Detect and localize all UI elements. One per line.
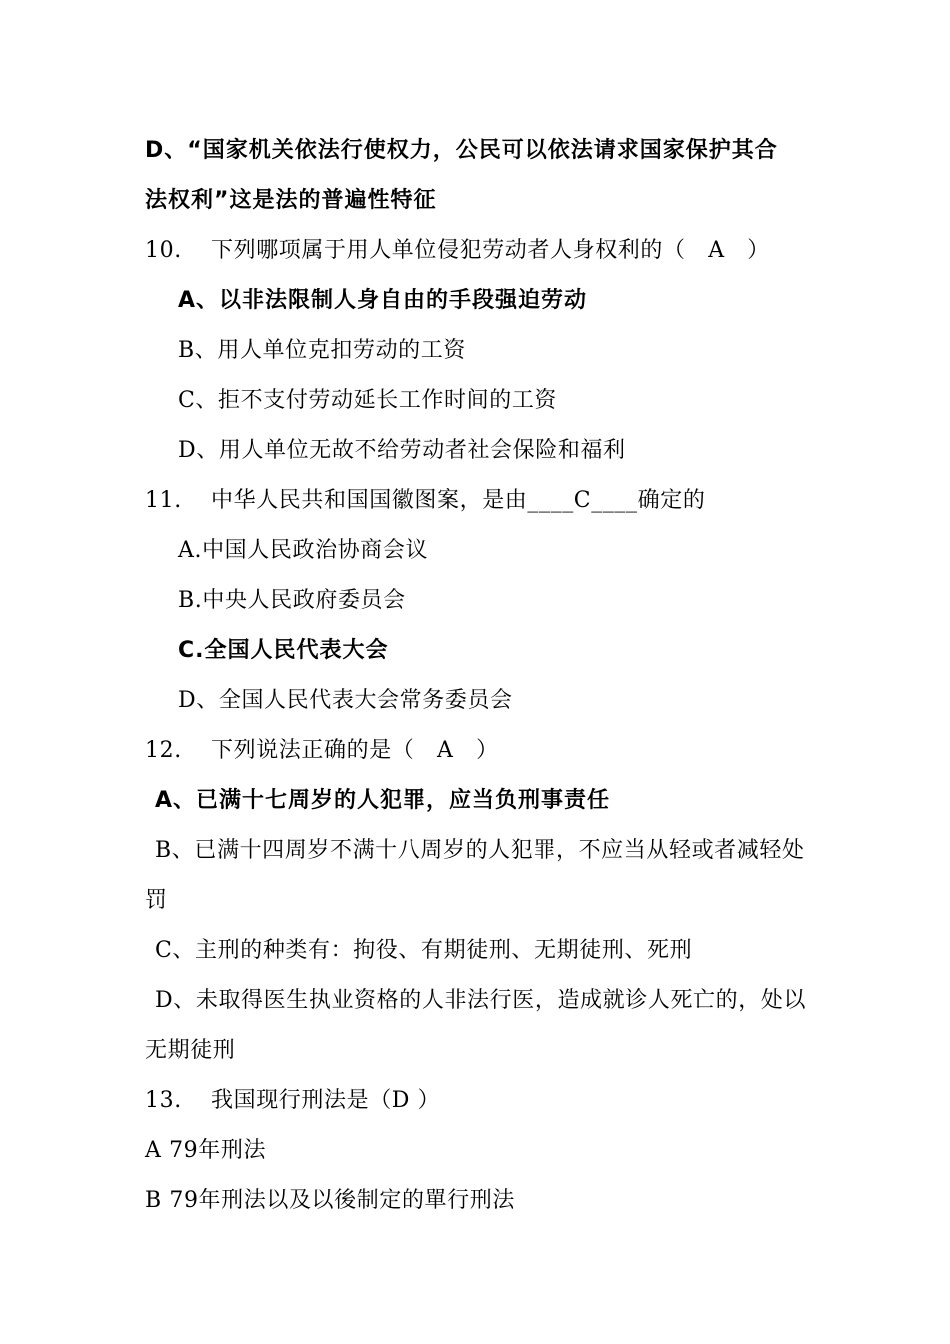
question-11 [145, 483, 705, 519]
question-number: 13. [145, 1088, 182, 1113]
q12-option-c: C、主刑的种类有：拘役、有期徒刑、无期徒刑、死刑 [155, 938, 693, 963]
question-10 [145, 233, 770, 269]
q10-option-a: A、以非法限制人身自由的手段强迫劳动 [178, 288, 588, 313]
question-number: 10. [145, 238, 182, 263]
q12-option-a: A、已满十七周岁的人犯罪，应当负刑事责任 [155, 788, 611, 813]
question-13 [145, 1083, 440, 1119]
q12-option-b-line-2: 罚 [145, 888, 168, 913]
q12-option-b-line-1: B、已满十四周岁不满十八周岁的人犯罪，不应当从轻或者减轻处 [155, 838, 805, 863]
q11-option-c: C.全国人民代表大会 [178, 638, 389, 663]
q13-option-b: B 79年刑法以及以後制定的單行刑法 [145, 1188, 515, 1213]
option-d-line-1: D、“国家机关依法行使权力，公民可以依法请求国家保护其合 [145, 138, 778, 163]
q10-option-b: B、用人单位克扣劳动的工资 [178, 338, 466, 363]
question-number: 11. [145, 488, 182, 513]
question-number: 12. [145, 738, 182, 763]
q12-option-d-line-1: D、未取得医生执业资格的人非法行医，造成就诊人死亡的，处以 [155, 988, 807, 1013]
question-text: 我国现行刑法是（D ） [211, 1088, 441, 1113]
option-d-line-2: 法权利”这是法的普遍性特征 [145, 188, 437, 213]
q10-option-c: C、拒不支付劳动延长工作时间的工资 [178, 388, 558, 413]
q11-option-b: B.中央人民政府委员会 [178, 588, 406, 613]
question-text: 下列哪项属于用人单位侵犯劳动者人身权利的（ A ） [211, 238, 770, 263]
q10-option-d: D、用人单位无故不给劳动者社会保险和福利 [178, 438, 626, 463]
question-text: 下列说法正确的是（ A ） [211, 738, 499, 763]
q13-option-a: A 79年刑法 [145, 1138, 267, 1163]
question-text: 中华人民共和国国徽图案，是由____C____确定的 [211, 488, 706, 513]
q11-option-d: D、全国人民代表大会常务委员会 [178, 688, 513, 713]
q11-option-a: A.中国人民政治协商会议 [178, 538, 429, 563]
question-12 [145, 733, 499, 769]
q12-option-d-line-2: 无期徒刑 [145, 1038, 236, 1063]
